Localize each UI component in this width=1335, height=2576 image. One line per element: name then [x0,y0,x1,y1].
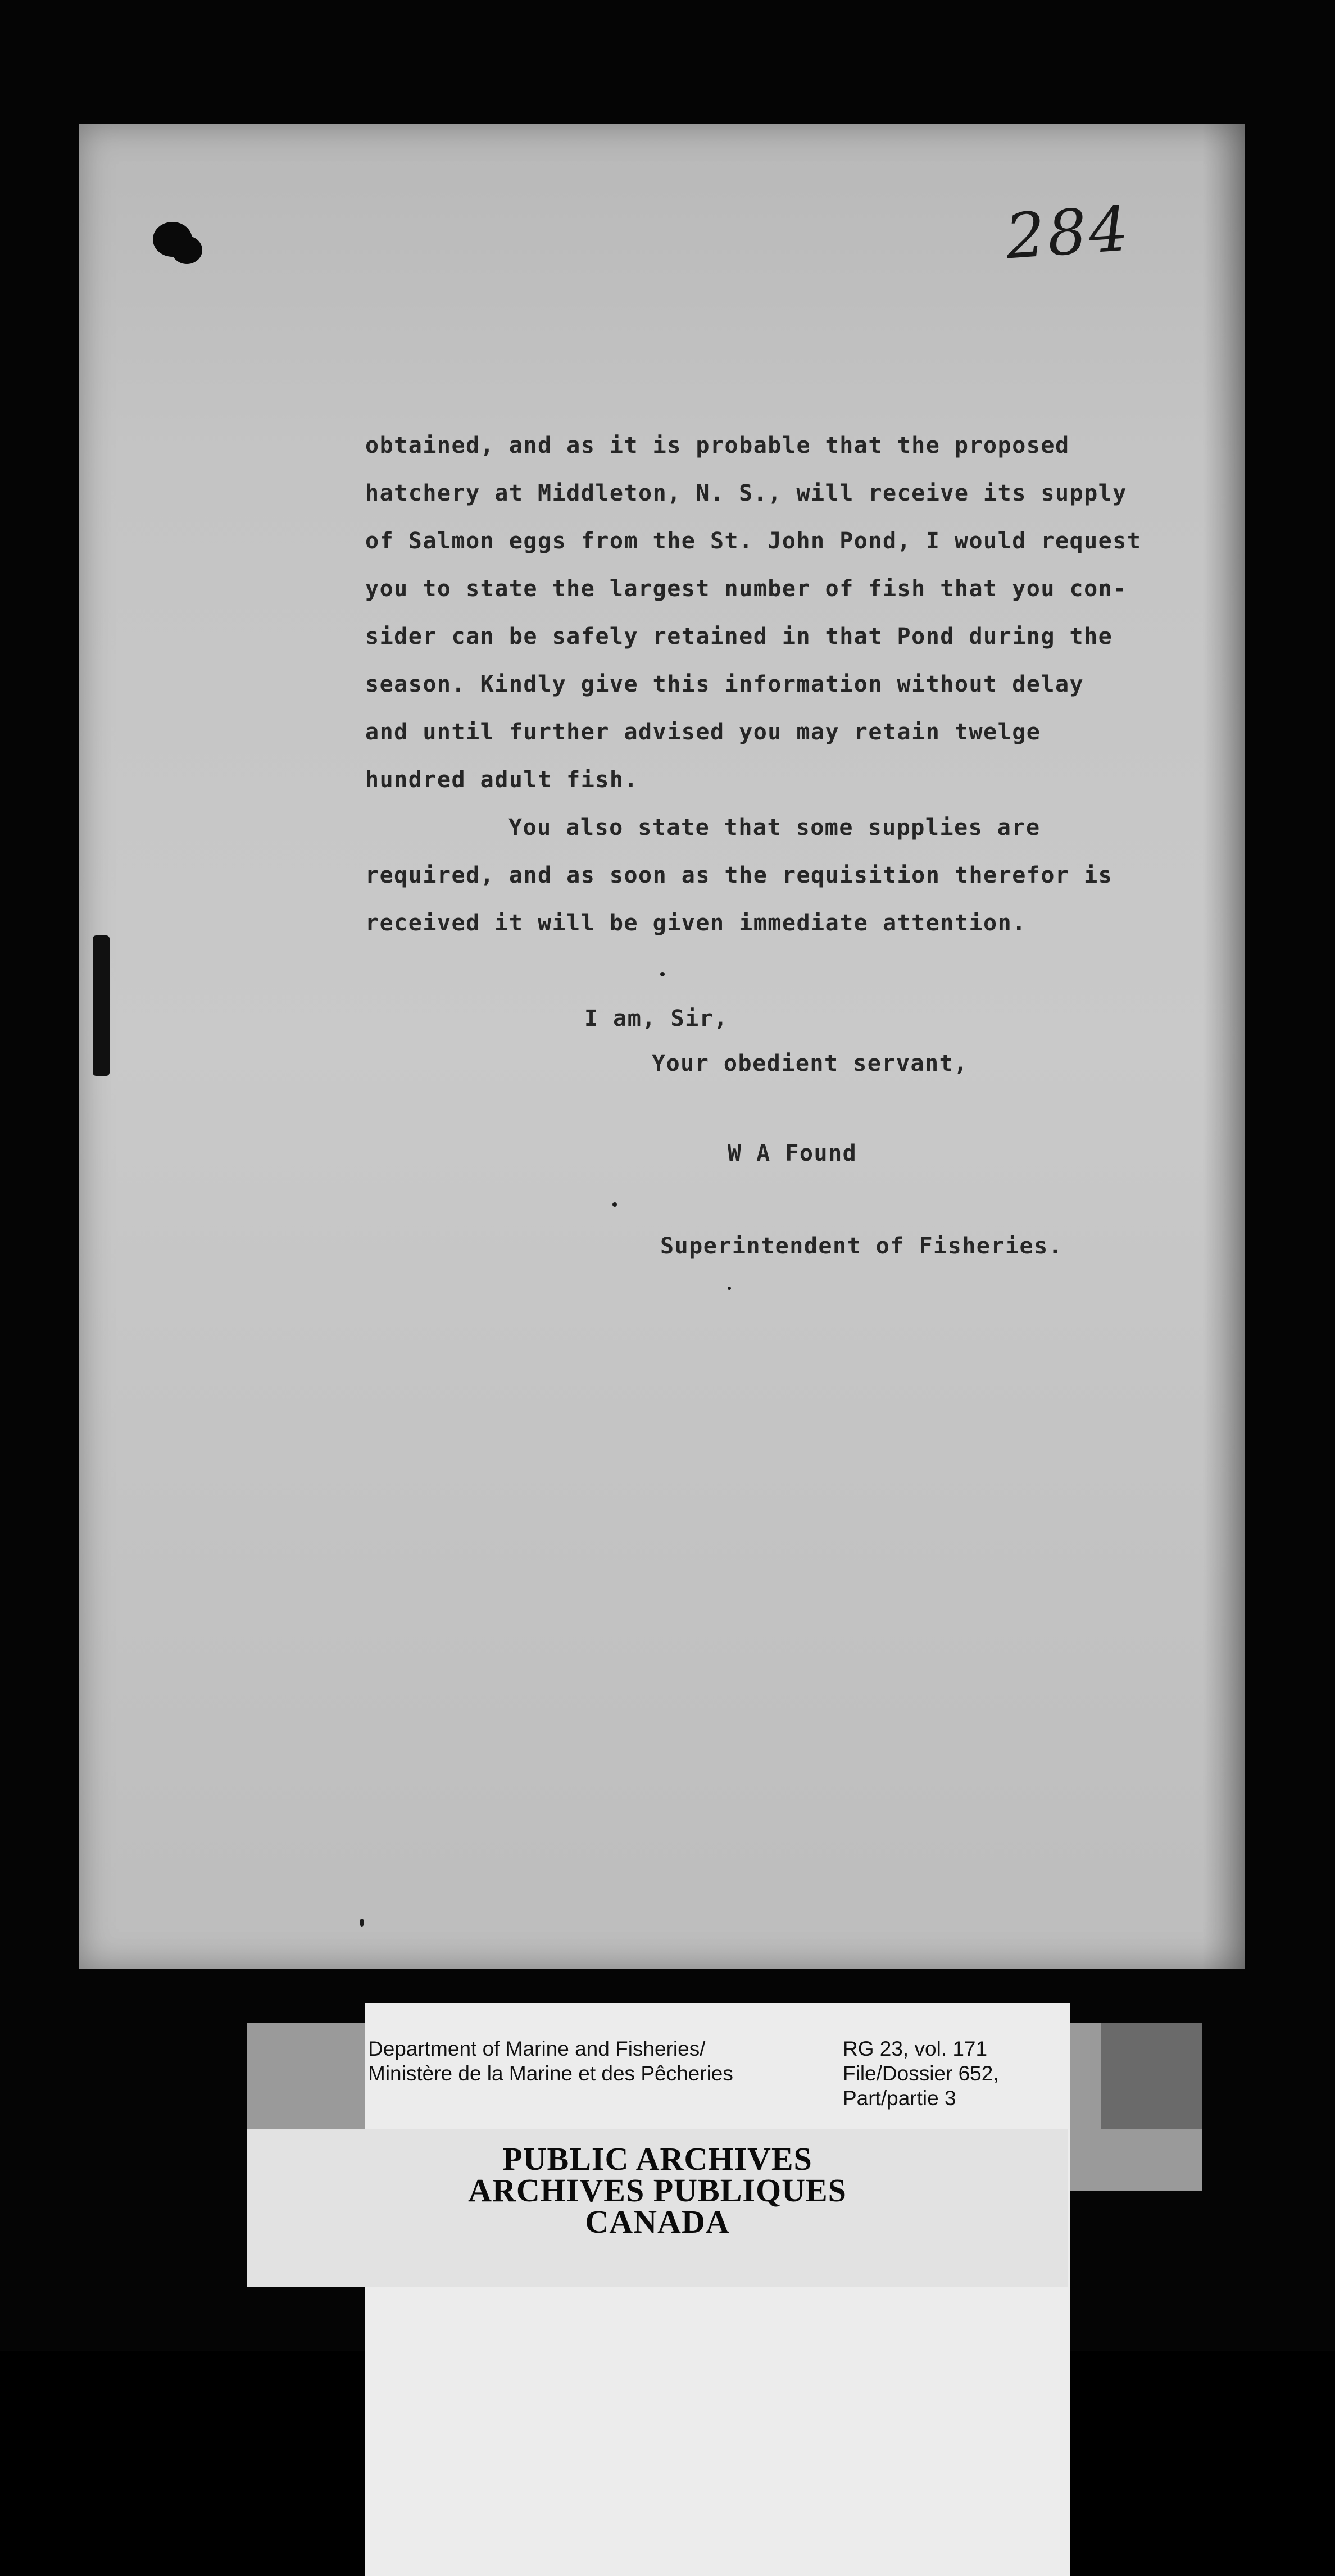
faded-letterhead [315,315,905,393]
department-english: Department of Marine and Fisheries/ [368,2037,706,2060]
reference-part: Part/partie 3 [843,2087,956,2110]
film-speck [360,1919,364,1927]
letter-line: sider can be safely retained in that Pond during the [365,624,1113,649]
archive-label-shadow [1101,2023,1202,2129]
punch-hole-mark [171,236,202,264]
binding-tab-mark [93,935,110,1076]
film-speck [728,1287,731,1290]
letter-closing: I am, Sir, [584,1006,728,1032]
reference-file: File/Dossier 652, [843,2062,999,2085]
page-edge-shadow [1202,124,1247,1969]
letter-valediction: Your obedient servant, [652,1051,968,1076]
stamp-archives-publiques: ARCHIVES PUBLIQUES [468,2172,847,2209]
letter-line: received it will be given immediate attention. [365,910,1027,936]
archives-stamp [247,2143,1068,2238]
letter-line: required, and as soon as the requisition therefor is [365,862,1113,888]
letter-signature: W A Found [728,1141,857,1166]
stamp-public-archives: PUBLIC ARCHIVES [502,2141,812,2177]
stamp-canada: CANADA [585,2204,730,2240]
letter-line: and until further advised you may retain twelge [365,719,1041,745]
archive-department [368,2037,733,2086]
archive-reference [843,2037,999,2111]
letter-line: you to state the largest number of fish that you con- [365,576,1127,602]
letter-signatory-title: Superintendent of Fisheries. [660,1233,1063,1259]
letter-line: season. Kindly give this information without delay [365,671,1084,697]
letter-line: hundred adult fish. [365,767,639,793]
department-french: Ministère de la Marine et des Pêcheries [368,2062,733,2085]
reference-record-group: RG 23, vol. 171 [843,2037,988,2060]
handwritten-page-number: 284 [1003,192,1133,273]
letter-line: obtained, and as it is probable that the proposed [365,433,1070,458]
film-speck [660,972,665,976]
letter-line: You also state that some supplies are [508,815,1041,841]
film-speck [612,1202,617,1207]
letter-page [79,124,1245,1969]
letter-line: of Salmon eggs from the St. John Pond, I would request [365,528,1142,554]
letter-line: hatchery at Middleton, N. S., will receive its supply [365,480,1127,506]
